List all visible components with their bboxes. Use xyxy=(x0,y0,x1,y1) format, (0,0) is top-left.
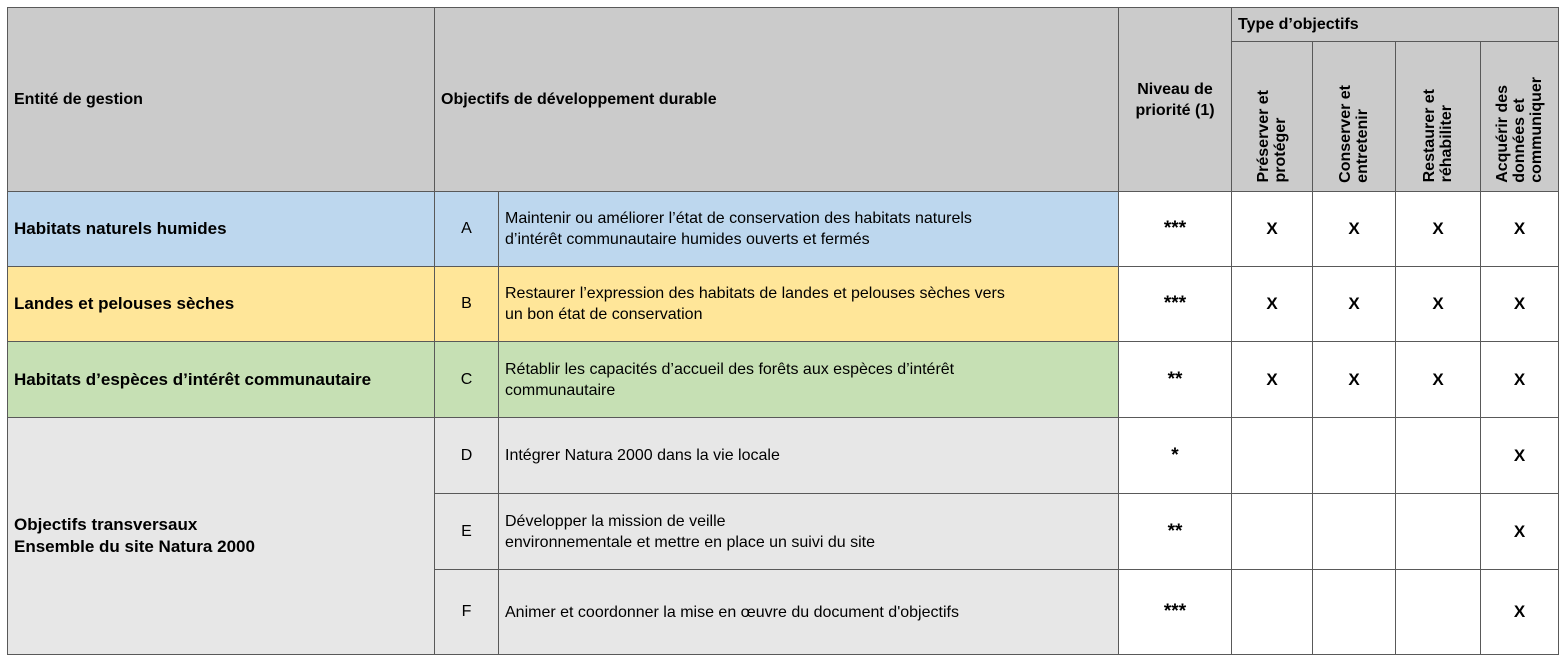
entity-cell: Habitats naturels humides xyxy=(8,192,435,267)
mark-cell xyxy=(1313,494,1396,570)
header-type-preserver xyxy=(1232,42,1313,192)
mark-cell xyxy=(1396,494,1481,570)
priority-cell: *** xyxy=(1119,267,1232,342)
header-type-restaurer xyxy=(1396,42,1481,192)
description-line: Restaurer l’expression des habitats de landes et pelouses sèches vers xyxy=(505,285,1005,302)
objectives-table xyxy=(7,7,1559,655)
mark-cell xyxy=(1232,570,1313,655)
header-type-conserver xyxy=(1313,42,1396,192)
description-line: Intégrer Natura 2000 dans la vie locale xyxy=(505,447,780,464)
mark-cell: X xyxy=(1232,342,1313,418)
objective-letter: A xyxy=(435,192,499,267)
header-entity: Entité de gestion xyxy=(8,8,435,192)
type-restaurer-line1: Restaurer et xyxy=(1421,89,1438,183)
mark-cell: X xyxy=(1481,418,1559,494)
type-acquerir-line1: Acquérir des xyxy=(1494,84,1512,183)
priority-cell: * xyxy=(1119,418,1232,494)
description-line: environnementale et mettre en place un suivi du site xyxy=(505,533,875,551)
mark-cell: X xyxy=(1481,192,1559,267)
priority-cell: ** xyxy=(1119,494,1232,570)
mark-cell: X xyxy=(1396,192,1481,267)
objective-description xyxy=(499,342,1119,418)
entity-cell: Landes et pelouses sèches xyxy=(8,267,435,342)
type-acquerir-line2: données et xyxy=(1511,98,1529,183)
entity-cell: Habitats d’espèces d’intérêt communautaire xyxy=(8,342,435,418)
description-line: Animer et coordonner la mise en œuvre du document d'objectifs xyxy=(505,603,959,621)
mark-cell xyxy=(1232,494,1313,570)
mark-cell: X xyxy=(1396,342,1481,418)
description-line: un bon état de conservation xyxy=(505,306,703,323)
priority-cell: *** xyxy=(1119,570,1232,655)
objective-description xyxy=(499,570,1119,655)
description-line: Rétablir les capacités d’accueil des forêts aux espèces d’intérêt xyxy=(505,360,955,378)
table-row-c xyxy=(8,342,1559,418)
table-row-d xyxy=(8,418,1559,494)
header-priority-line2: priorité (1) xyxy=(1135,101,1215,119)
description-line: communautaire xyxy=(505,381,616,399)
objective-description xyxy=(499,267,1119,342)
objective-letter: D xyxy=(435,418,499,494)
priority-cell: ** xyxy=(1119,342,1232,418)
mark-cell xyxy=(1232,418,1313,494)
entity-line: Ensemble du site Natura 2000 xyxy=(14,537,255,556)
header-priority xyxy=(1119,8,1232,192)
mark-cell: X xyxy=(1396,267,1481,342)
table-row-a xyxy=(8,192,1559,267)
objective-description xyxy=(499,494,1119,570)
objective-letter: B xyxy=(435,267,499,342)
entity-line: Objectifs transversaux xyxy=(14,515,198,534)
objective-letter: E xyxy=(435,494,499,570)
table-row-b xyxy=(8,267,1559,342)
mark-cell: X xyxy=(1232,267,1313,342)
objective-description xyxy=(499,418,1119,494)
mark-cell xyxy=(1313,418,1396,494)
header-priority-line1: Niveau de xyxy=(1137,80,1213,98)
header-objectives: Objectifs de développement durable xyxy=(435,8,1119,192)
description-line: d’intérêt communautaire humides ouverts et fermés xyxy=(505,231,870,248)
mark-cell xyxy=(1396,418,1481,494)
type-restaurer-line2: réhabiliter xyxy=(1438,105,1455,183)
mark-cell xyxy=(1396,570,1481,655)
mark-cell: X xyxy=(1481,494,1559,570)
mark-cell: X xyxy=(1481,267,1559,342)
type-conserver-line1: Conserver et xyxy=(1337,84,1354,183)
type-conserver-line2: entretenir xyxy=(1354,108,1371,183)
mark-cell: X xyxy=(1313,342,1396,418)
entity-cell-transversal xyxy=(8,418,435,655)
objective-description xyxy=(499,192,1119,267)
objective-letter: F xyxy=(435,570,499,655)
mark-cell: X xyxy=(1313,192,1396,267)
header-type-group: Type d’objectifs xyxy=(1232,8,1559,42)
header-type-acquerir xyxy=(1481,42,1559,192)
mark-cell: X xyxy=(1232,192,1313,267)
mark-cell xyxy=(1313,570,1396,655)
description-line: Développer la mission de veille xyxy=(505,512,726,530)
type-acquerir-line3: communiquer xyxy=(1528,76,1546,183)
objective-letter: C xyxy=(435,342,499,418)
priority-cell: *** xyxy=(1119,192,1232,267)
type-preserver-line2: protéger xyxy=(1272,117,1289,183)
mark-cell: X xyxy=(1313,267,1396,342)
mark-cell: X xyxy=(1481,342,1559,418)
description-line: Maintenir ou améliorer l’état de conservation des habitats naturels xyxy=(505,210,972,227)
type-preserver-line1: Préserver et xyxy=(1255,89,1272,183)
mark-cell: X xyxy=(1481,570,1559,655)
